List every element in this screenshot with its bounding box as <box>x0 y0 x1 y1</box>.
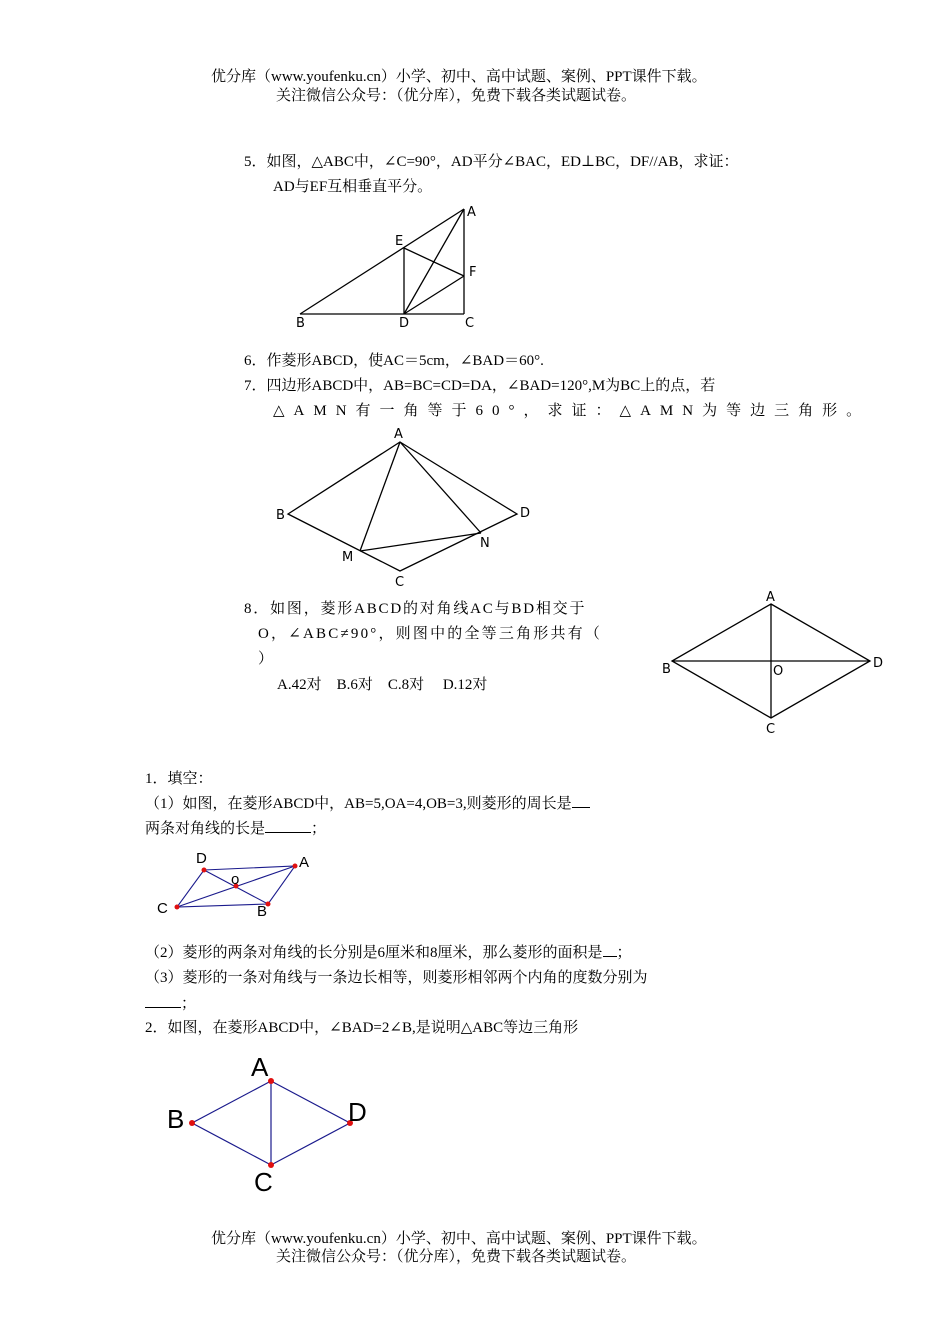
p2-text: 2．如图，在菱形ABCD中，∠BAD=2∠B,是说明△ABC等边三角形 <box>145 1020 579 1036</box>
p1-s2-end: ； <box>616 945 632 961</box>
p2-label-A: A <box>251 1052 269 1082</box>
q5-label-E: E <box>395 234 404 249</box>
q5-line-2: AD与EF互相垂直平分。 <box>273 179 433 195</box>
q8-label-O: O <box>773 664 784 679</box>
p2-label-B: B <box>167 1104 185 1134</box>
q7-label-B: B <box>276 508 285 523</box>
p1-label-A: A <box>299 854 310 871</box>
q8-label-C: C <box>766 722 776 737</box>
q8-options: A.42对 B.6对 C.8对 D.12对 <box>277 677 488 693</box>
p2-label-D: D <box>348 1097 367 1127</box>
p1-s2-text: （2）菱形的两条对角线的长分别是6厘米和8厘米，那么菱形的面积是 <box>145 945 603 961</box>
q5-label-C: C <box>465 316 475 331</box>
footer-line-1: 优分库（www.youfenku.cn）小学、初中、高中试题、案例、PPT课件下载。 <box>211 1231 707 1247</box>
q5-label-D: D <box>399 316 410 331</box>
p2-point-B <box>189 1120 195 1126</box>
q8-label-A: A <box>766 590 775 605</box>
q6-text: 6．作菱形ABCD，使AC＝5cm，∠BAD＝60°. <box>244 353 544 369</box>
q7-label-M: M <box>342 550 354 565</box>
q8-line-2: O，∠ABC≠90°，则图中的全等三角形共有（ <box>258 626 603 642</box>
footer-line-2: 关注微信公众号：（优分库），免费下载各类试题试卷。 <box>276 1249 637 1265</box>
q5-line-1: 5．如图，△ABC中，∠C=90°，AD平分∠BAC，ED⊥BC，DF//AB，求证： <box>244 154 739 170</box>
q8-line-1: 8．如图，菱形ABCD的对角线AC与BD相交于 <box>244 601 587 617</box>
p1-label-C: C <box>157 900 168 917</box>
p1-s3-end: ； <box>181 996 197 1012</box>
p1-label-B: B <box>257 903 268 920</box>
p1-s3-line-1: （3）菱形的一条对角线与一条边长相等，则菱形相邻两个内角的度数分别为 <box>145 970 648 986</box>
q8-label-B: B <box>662 662 671 677</box>
p1-s1-line-2-text: 两条对角线的长是 <box>145 821 266 837</box>
q7-label-D: D <box>520 506 531 521</box>
q7-label-A: A <box>394 427 403 442</box>
p2-label-C: C <box>254 1167 273 1197</box>
q8-label-D: D <box>873 656 884 671</box>
q5-label-B: B <box>296 316 305 331</box>
p1-label-O: o <box>231 871 240 888</box>
header-line-1: 优分库（www.youfenku.cn）小学、初中、高中试题、案例、PPT课件下载。 <box>211 69 707 85</box>
p2-point-A <box>268 1078 274 1084</box>
q8-line-3: ） <box>258 651 274 667</box>
q7-line-1: 7．四边形ABCD中，AB=BC=CD=DA，∠BAD=120°,M为BC上的点，若 <box>244 378 716 394</box>
p1-title: 1．填空： <box>145 771 213 787</box>
q5-label-A: A <box>467 205 476 220</box>
p1-s1-line-1-text: （1）如图，在菱形ABCD中，AB=5,OA=4,OB=3,则菱形的周长是 <box>145 796 572 812</box>
q7-label-C: C <box>395 575 405 590</box>
q7-line-2: △AMN有一角等于60°，求证：△AMN为等边三角形。 <box>273 403 871 419</box>
header-line-2: 关注微信公众号：（优分库），免费下载各类试题试卷。 <box>276 88 637 104</box>
q5-label-F: F <box>469 265 477 280</box>
p1-label-D: D <box>196 850 207 867</box>
q7-label-N: N <box>480 536 490 551</box>
p1-s1-line-2-end: ； <box>311 821 327 837</box>
